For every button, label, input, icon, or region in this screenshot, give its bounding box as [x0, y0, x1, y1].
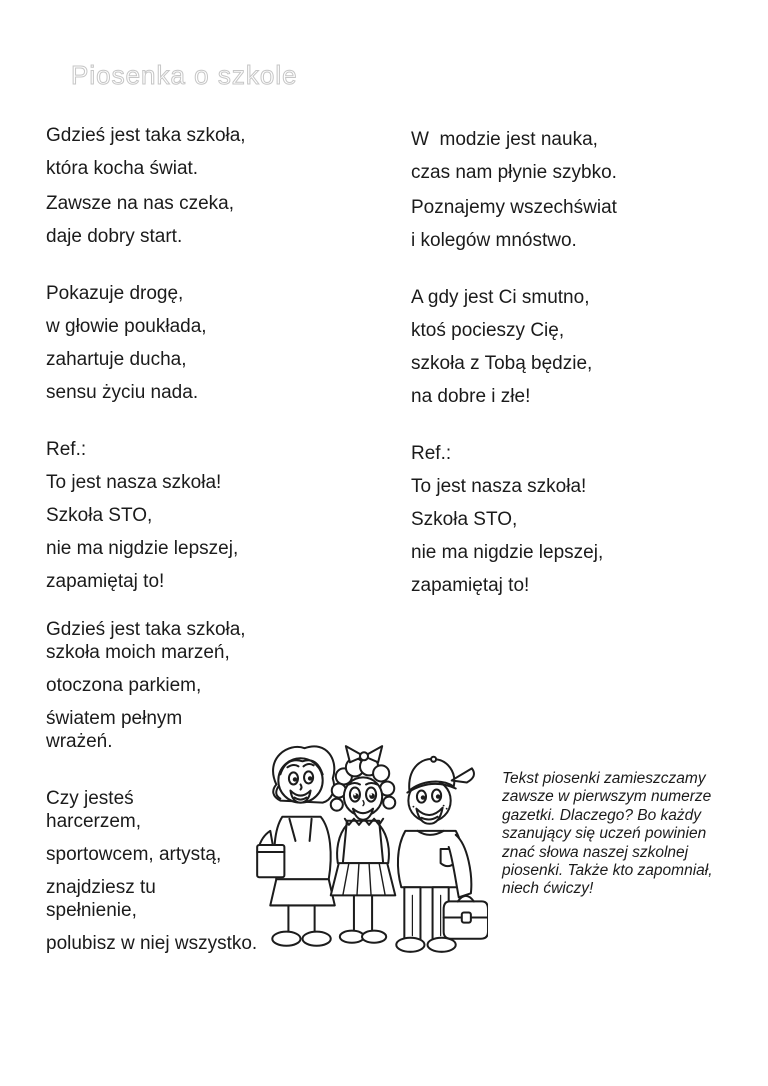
- lyric-paragraph: [46, 537, 391, 560]
- lyric-line: A gdy jest Ci smutno,: [411, 287, 590, 308]
- lyric-line: otoczona parkiem,: [46, 675, 202, 696]
- lyric-paragraph: [411, 508, 741, 531]
- lyric-line: zahartuje ducha,: [46, 349, 187, 370]
- lyric-paragraph: [411, 352, 741, 375]
- lyric-line: Czy jesteś: [46, 788, 134, 809]
- lyric-line: znajdziesz tu: [46, 877, 156, 898]
- lyric-paragraph: [46, 282, 391, 305]
- note-line: niech ćwiczy!: [502, 880, 594, 898]
- lyric-line: polubisz w niej wszystko.: [46, 933, 258, 954]
- note-line: piosenki. Także kto zapomniał,: [502, 862, 713, 880]
- lyric-line: Ref.:: [411, 443, 452, 464]
- lyric-paragraph: [46, 157, 391, 180]
- lyric-line: Gdzieś jest taka szkoła,: [46, 125, 246, 146]
- lyric-line: zapamiętaj to!: [46, 571, 165, 592]
- lyric-line: Poznajemy wszechświat: [411, 197, 617, 218]
- lyric-paragraph: [411, 574, 741, 597]
- note-line: gazetki. Dlaczego? Bo każdy: [502, 806, 702, 824]
- lyric-paragraph: [46, 618, 391, 664]
- lyric-line: w głowie poukłada,: [46, 316, 207, 337]
- lyric-paragraph: [411, 319, 741, 342]
- lyric-paragraph: [46, 315, 391, 338]
- lyric-paragraph: [411, 161, 741, 184]
- lyric-paragraph: [411, 541, 741, 564]
- lyric-line: Pokazuje drogę,: [46, 283, 184, 304]
- lyric-line: wrażeń.: [46, 731, 113, 752]
- lyric-line: szkoła moich marzeń,: [46, 642, 230, 663]
- lyric-line: która kocha świat.: [46, 158, 199, 179]
- lyric-line: na dobre i złe!: [411, 386, 531, 407]
- boy-with-satchel: [396, 757, 488, 952]
- lyric-line: harcerzem,: [46, 811, 142, 832]
- lyrics-column-right: [411, 128, 741, 607]
- note-line: szanujący się uczeń powinien: [502, 825, 707, 843]
- lyric-paragraph: [46, 348, 391, 371]
- lyric-line: W modzie jest nauka,: [411, 129, 598, 150]
- lyric-line: czas nam płynie szybko.: [411, 162, 617, 183]
- lyric-paragraph: [46, 471, 391, 494]
- lyric-paragraph: [411, 442, 741, 465]
- lyric-paragraph: [46, 674, 391, 697]
- lyric-line: szkoła z Tobą będzie,: [411, 353, 593, 374]
- lyric-paragraph: [46, 504, 391, 527]
- lyric-line: Ref.:: [46, 439, 87, 460]
- lyric-paragraph: [46, 438, 391, 461]
- lyric-line: Zawsze na nas czeka,: [46, 193, 234, 214]
- editor-note: [502, 770, 727, 899]
- lyric-paragraph: [46, 124, 391, 147]
- children-illustration: [236, 731, 488, 969]
- lyric-line: sensu życiu nada.: [46, 382, 199, 403]
- lyric-line: Gdzieś jest taka szkoła,: [46, 619, 246, 640]
- lyric-paragraph: [46, 570, 391, 593]
- lyric-line: spełnienie,: [46, 900, 137, 921]
- lyric-line: Szkoła STO,: [46, 505, 153, 526]
- page-title: Piosenka o szkole: [71, 60, 298, 90]
- girl-with-bow: [331, 746, 396, 943]
- lyric-line: nie ma nigdzie lepszej,: [46, 538, 239, 559]
- lyric-paragraph: [46, 192, 391, 215]
- lyric-line: daje dobry start.: [46, 226, 183, 247]
- lyric-paragraph: [411, 196, 741, 219]
- lyric-line: światem pełnym: [46, 708, 183, 729]
- lyric-line: nie ma nigdzie lepszej,: [411, 542, 604, 563]
- lyric-line: To jest nasza szkoła!: [411, 476, 587, 497]
- lyric-line: To jest nasza szkoła!: [46, 472, 222, 493]
- lyric-line: i kolegów mnóstwo.: [411, 230, 577, 251]
- children-illustration-svg: [236, 731, 488, 969]
- lyric-paragraph: [46, 381, 391, 404]
- lyric-line: zapamiętaj to!: [411, 575, 530, 596]
- lyric-paragraph: [411, 286, 741, 309]
- note-line: znać słowa naszej szkolnej: [502, 843, 689, 861]
- lyric-paragraph: [411, 475, 741, 498]
- lyric-line: sportowcem, artystą,: [46, 844, 222, 865]
- lyric-paragraph: [46, 225, 391, 248]
- note-line: zawsze w pierwszym numerze: [502, 788, 712, 806]
- lyric-paragraph: [411, 229, 741, 252]
- girl-with-book: [257, 746, 335, 945]
- lyric-paragraph: [411, 385, 741, 408]
- note-line: Tekst piosenki zamieszczamy: [502, 770, 706, 787]
- lyric-paragraph: [411, 128, 741, 151]
- lyric-line: ktoś pocieszy Cię,: [411, 320, 565, 341]
- lyric-line: Szkoła STO,: [411, 509, 518, 530]
